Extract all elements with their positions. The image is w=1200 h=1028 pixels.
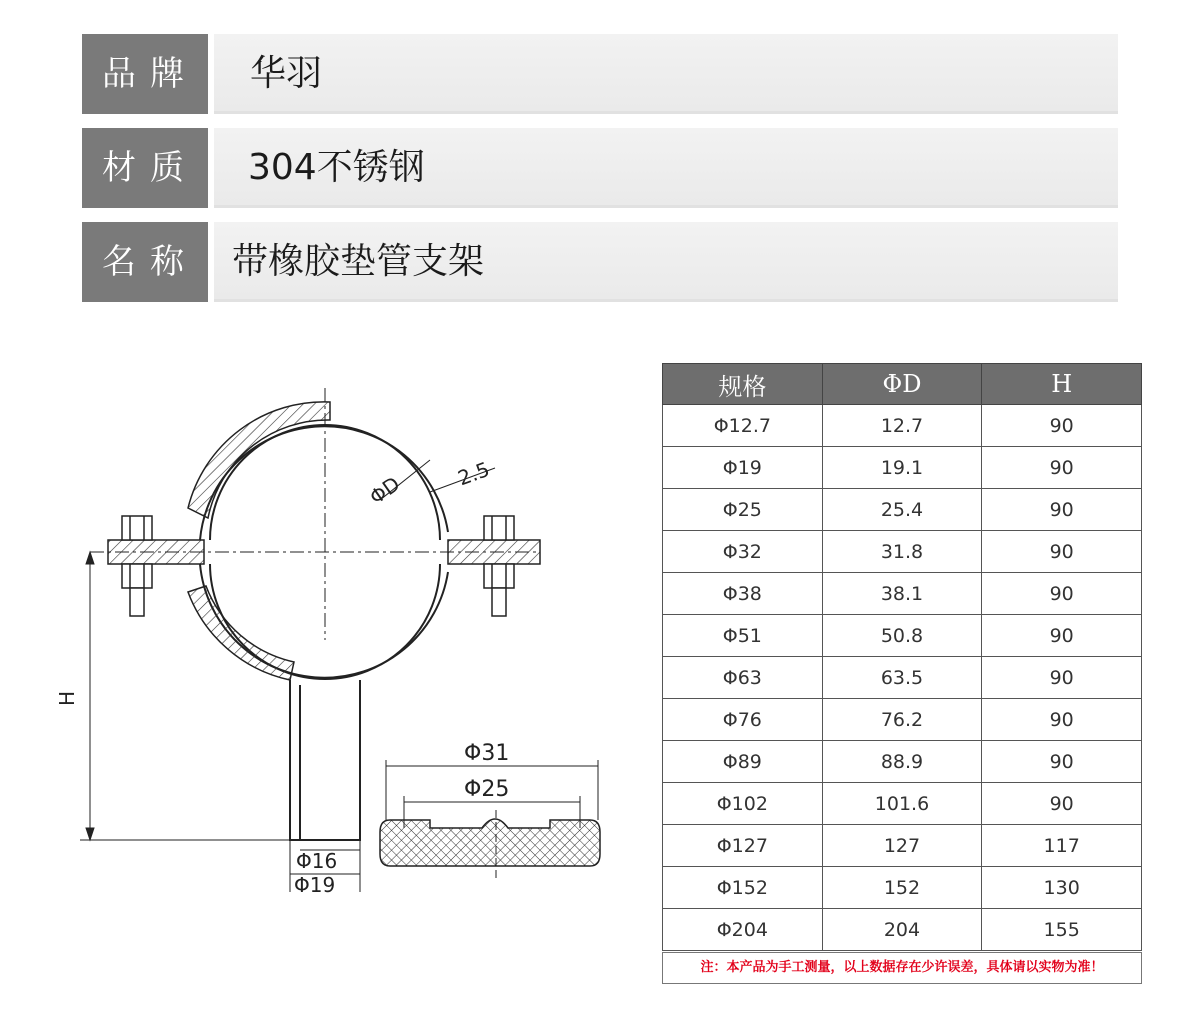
table-row [663, 867, 1142, 909]
cell-spec: Φ102 [663, 783, 823, 825]
rubber-pad-top [188, 402, 330, 518]
spec-table [662, 363, 1142, 951]
cell-spec: Φ38 [663, 573, 823, 615]
h-dimension [80, 552, 290, 840]
support-stem [290, 680, 360, 840]
table-row [663, 657, 1142, 699]
cell-h: 155 [982, 909, 1142, 951]
cell-phi-d: 204 [822, 909, 982, 951]
dim-phi19-label: Φ19 [294, 873, 336, 897]
dim-phi31-label: Φ31 [464, 741, 510, 766]
cell-h: 90 [982, 783, 1142, 825]
dim-phi16-label: Φ16 [296, 849, 338, 873]
cell-spec: Φ204 [663, 909, 823, 951]
cell-h: 90 [982, 699, 1142, 741]
table-row [663, 447, 1142, 489]
measurement-note: 注：本产品为手工测量，以上数据存在少许误差，具体请以实物为准！ [662, 952, 1142, 984]
name-label: 名称 [82, 222, 208, 302]
table-row [663, 699, 1142, 741]
cell-h: 90 [982, 489, 1142, 531]
cell-phi-d: 76.2 [822, 699, 982, 741]
dim-phi25-label: Φ25 [464, 777, 510, 802]
cell-phi-d: 31.8 [822, 531, 982, 573]
cell-spec: Φ51 [663, 615, 823, 657]
cell-h: 90 [982, 531, 1142, 573]
cell-h: 90 [982, 741, 1142, 783]
cell-spec: Φ12.7 [663, 405, 823, 447]
cell-phi-d: 12.7 [822, 405, 982, 447]
table-row [663, 783, 1142, 825]
brand-label: 品牌 [82, 34, 208, 114]
cell-spec: Φ25 [663, 489, 823, 531]
rubber-pad-section [380, 819, 600, 866]
table-row [663, 741, 1142, 783]
name-row [82, 222, 1118, 302]
material-label: 材质 [82, 128, 208, 208]
cell-spec: Φ19 [663, 447, 823, 489]
table-header-row [663, 364, 1142, 405]
header-phi-d: ΦD [822, 364, 982, 405]
cell-h: 90 [982, 447, 1142, 489]
cell-spec: Φ89 [663, 741, 823, 783]
brand-row [82, 34, 1118, 114]
table-row [663, 909, 1142, 951]
technical-drawing [50, 340, 650, 900]
cell-h: 117 [982, 825, 1142, 867]
cell-phi-d: 88.9 [822, 741, 982, 783]
table-row [663, 573, 1142, 615]
cell-phi-d: 152 [822, 867, 982, 909]
rubber-pad-bottom [188, 586, 294, 680]
cell-h: 90 [982, 657, 1142, 699]
cell-h: 90 [982, 615, 1142, 657]
cell-phi-d: 38.1 [822, 573, 982, 615]
cell-spec: Φ152 [663, 867, 823, 909]
header-h: H [982, 364, 1142, 405]
table-row [663, 615, 1142, 657]
cell-phi-d: 19.1 [822, 447, 982, 489]
cell-spec: Φ127 [663, 825, 823, 867]
name-value: 带橡胶垫管支架 [214, 222, 1118, 302]
left-bolt [122, 516, 152, 616]
dim-thickness-label: 2.5 [454, 456, 493, 491]
material-row [82, 128, 1118, 208]
cell-h: 130 [982, 867, 1142, 909]
cell-phi-d: 63.5 [822, 657, 982, 699]
table-row [663, 531, 1142, 573]
right-bolt [484, 516, 514, 616]
table-row [663, 489, 1142, 531]
dim-phi-d-label: ΦD [365, 471, 405, 510]
table-row [663, 825, 1142, 867]
cell-spec: Φ63 [663, 657, 823, 699]
cell-spec: Φ32 [663, 531, 823, 573]
header-spec: 规格 [663, 364, 823, 405]
cell-phi-d: 127 [822, 825, 982, 867]
cell-phi-d: 25.4 [822, 489, 982, 531]
dim-h-label: H [55, 690, 79, 706]
cell-phi-d: 50.8 [822, 615, 982, 657]
table-row [663, 405, 1142, 447]
cell-phi-d: 101.6 [822, 783, 982, 825]
cell-h: 90 [982, 573, 1142, 615]
brand-value: 华羽 [214, 34, 1118, 114]
cell-spec: Φ76 [663, 699, 823, 741]
cell-h: 90 [982, 405, 1142, 447]
material-value: 304不锈钢 [214, 128, 1118, 208]
